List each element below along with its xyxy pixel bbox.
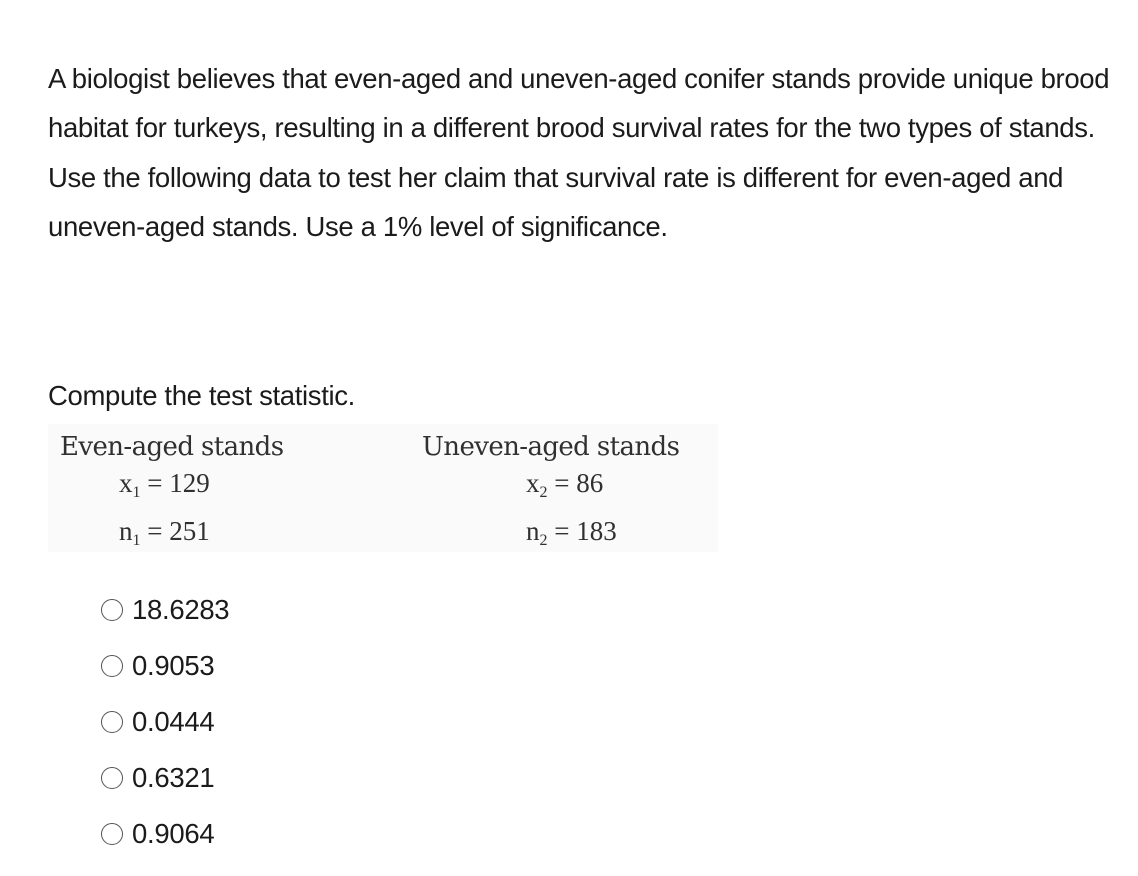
answer-option[interactable] — [101, 806, 229, 862]
answer-option[interactable] — [101, 694, 229, 750]
radio-button[interactable] — [101, 711, 123, 733]
uneven-aged-title: Uneven-aged stands — [422, 432, 680, 462]
answer-option-label: 0.0444 — [132, 706, 215, 737]
answer-option[interactable] — [101, 638, 229, 694]
radio-button[interactable] — [101, 767, 123, 789]
radio-button[interactable] — [101, 655, 123, 677]
uneven-aged-column — [422, 430, 679, 560]
answer-option-label: 18.6283 — [132, 594, 230, 625]
radio-button[interactable] — [101, 823, 123, 845]
even-aged-n: $n_1 = 251$ — [119, 516, 210, 549]
answer-option-label: 0.6321 — [132, 762, 215, 793]
uneven-aged-x: $x_2 = 86$ — [526, 468, 604, 501]
question-text: A biologist believes that even-aged and uneven-aged conifer stands provide unique brood habitat for turkeys, resulting in a different brood survival rates for the two types of stands. Use the following data to test her claim that survival rate is different for even-aged and uneven-aged stands. Use a 1% level of significance. — [48, 62, 1110, 242]
sample-data-table — [48, 424, 718, 552]
even-aged-title: Even-aged stands — [60, 432, 284, 462]
answer-options — [101, 582, 229, 862]
uneven-aged-n: $n_2 = 183$ — [526, 516, 617, 549]
even-aged-x: $x_1 = 129$ — [119, 468, 210, 501]
answer-option-label: 0.9053 — [132, 650, 215, 681]
prompt-text: Compute the test statistic. — [48, 380, 355, 411]
answer-option[interactable] — [101, 750, 229, 806]
answer-option-label: 0.9064 — [132, 818, 215, 849]
radio-button[interactable] — [101, 599, 123, 621]
answer-option[interactable] — [101, 582, 229, 638]
even-aged-column — [60, 430, 283, 560]
